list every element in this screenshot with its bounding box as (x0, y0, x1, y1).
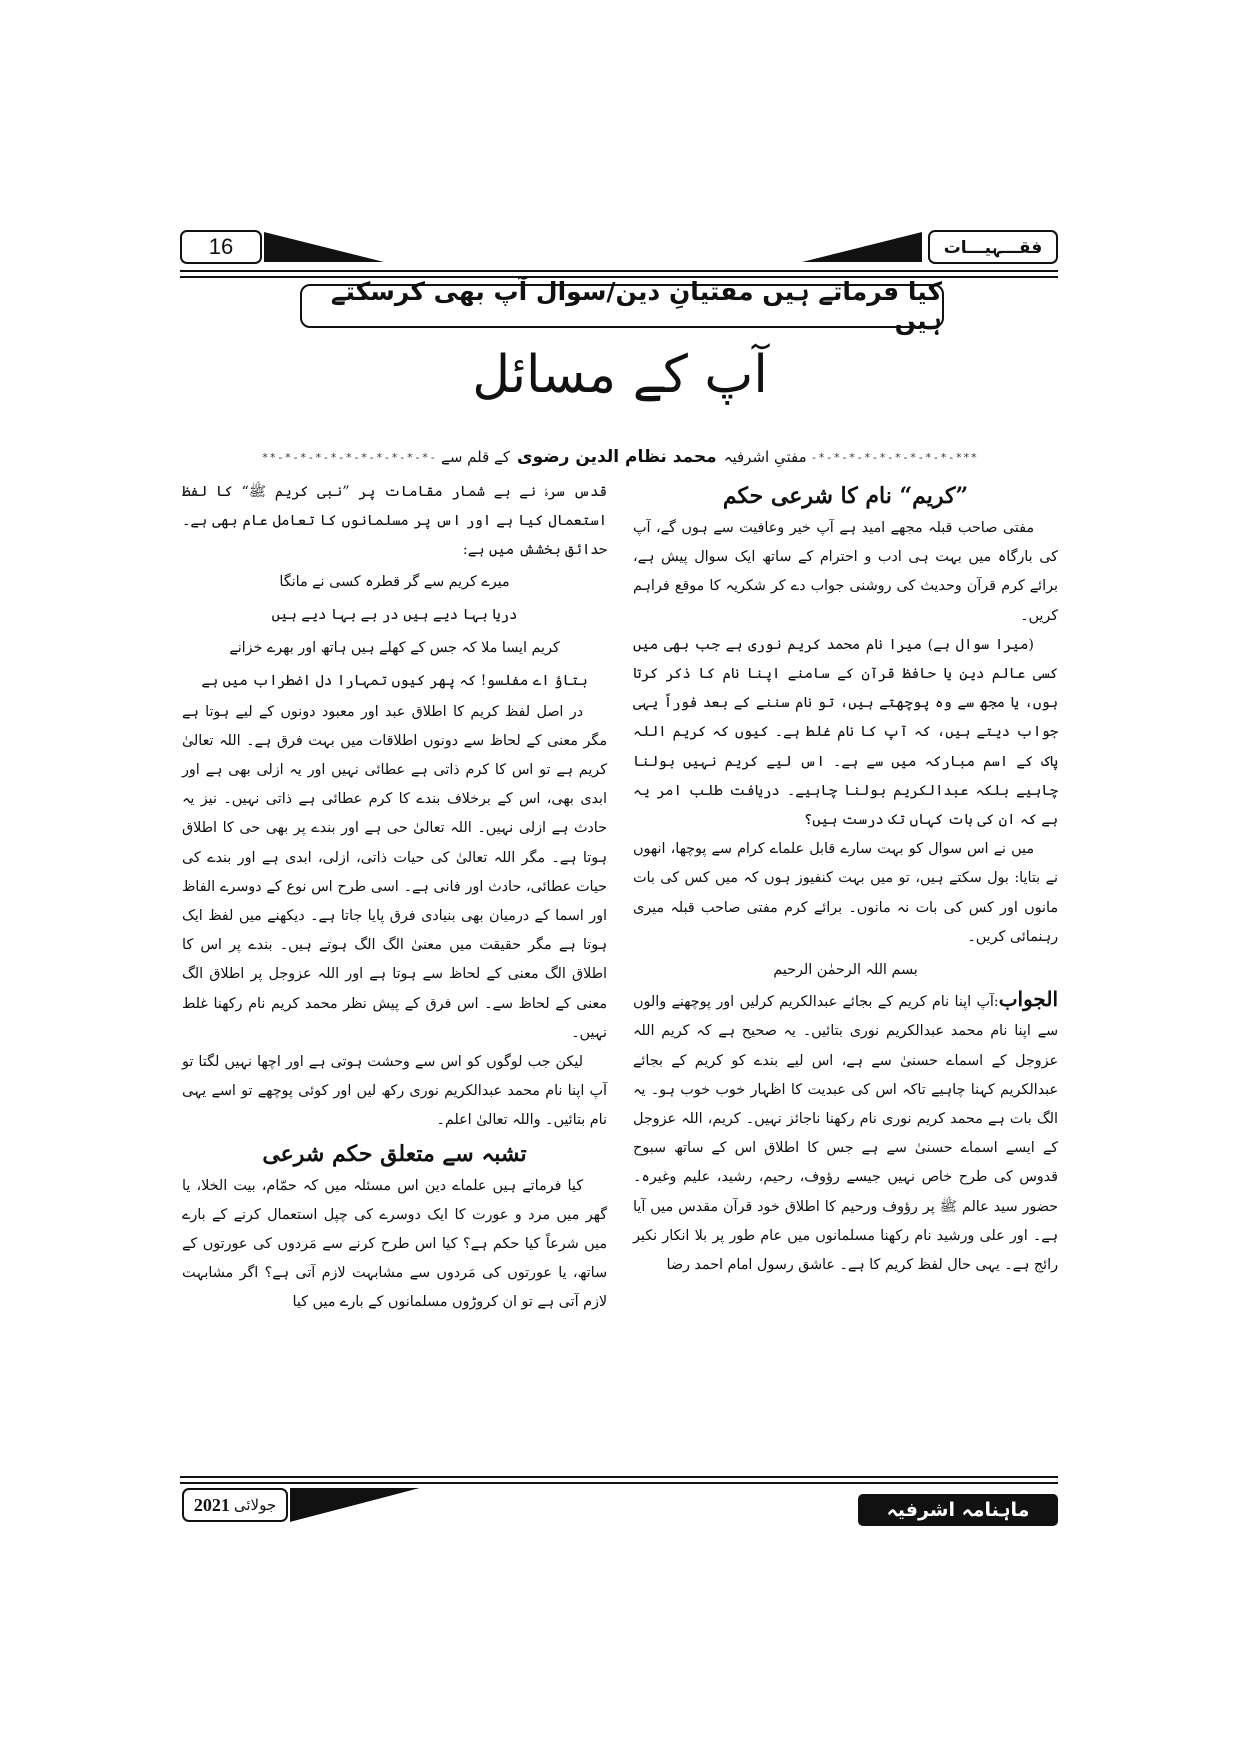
poem-line: بتاؤ اے مفلسو! کہ پھر کیوں تمہارا دل اضطراب میں ہے (201, 672, 588, 689)
page-number: 16 (180, 230, 262, 264)
magazine-name: ماہنامہ اشرفیہ (858, 1494, 1058, 1526)
bismillah: بسم اللہ الرحمٰن الرحیم (773, 962, 918, 979)
section-title: فقـــہیـــات (928, 230, 1058, 264)
question-paragraph: (میرا سوال ہے) میرا نام محمد کریم نوری ہے جب بھی میں کسی عالم دین یا حافظ قرآن کے سامنے اپنا نام کا ذکر کرتا ہوں، یا مجھ سے وہ پوچھتے ہیں، تو نام سننے کے بعد فوراً یہی جواب دیتے ہیں، کہ آپ کا نام غلط ہے۔ کیوں کہ کریم اللہ پاک کے اسم مبارکہ میں سے ہے۔ اس لیے کریم نہیں بولنا چاہیے بلکہ عبدالکریم بولنا چاہیے۔ دریافت طلب امر یہ ہے کہ ان کی بات کہاں تک درست ہیں؟ (633, 636, 1058, 829)
header-rule-top (180, 270, 1058, 272)
page-header (180, 228, 1058, 266)
byline (190, 444, 1050, 470)
footer-rule-top (180, 1476, 1058, 1478)
byline-prefix: مفتیِ اشرفیہ (723, 448, 807, 466)
issue-year: 2021 (193, 1494, 230, 1515)
byline-decoration-right: ***-*-*-*-*-*-*-*-*-*- (810, 450, 979, 464)
poem-line: کریم ایسا ملا کہ جس کے کھلے ہیں ہاتھ اور بھرے خزانے (229, 639, 560, 656)
right-column (633, 478, 1058, 1280)
author-name: محمد نظام الدین رضوی (516, 447, 717, 467)
poem-line: دریا بہا دیے ہیں در بے بہا دیے ہیں (271, 606, 518, 623)
answer-text: :آپ اپنا نام کریم کے بجائے عبدالکریم کرلیں اور پوچھنے والوں سے اپنا نام محمد عبدالکریم نوری بتائیں۔ یہ صحیح ہے کہ کریم اللہ عزوجل کے اسماے حسنیٰ سے ہے، اس لیے بندے کو کریم کے بجائے عبدالکریم کہنا چاہیے تاکہ اس کی عبدیت کا اظہار خوب خوب ہو۔ یہ الگ بات ہے محمد کریم نوری نام رکھنا ناجائز نہیں۔ کریم، اللہ عزوجل کے ایسے اسماے حسنیٰ سے ہے جس کا اطلاق اس کے ساتھ سبوح قدوس کی طرح خاص نہیں جیسے رؤوف، رحیم، رشید، علیم وغیرہ۔ حضور سید عالم ﷺ پر رؤوف ورحیم کا اطلاق خود قرآن مقدس میں آیا ہے۔ اور علی ورشید نام رکھنا مسلمانوں میں عام طور پر بلا انکار نکیر رائج ہے۔ یہی حال لفظ کریم کا ہے۔ عاشق رسول امام احمد رضا (633, 994, 1058, 1274)
byline-decoration-left: -*-*-*-*-*-*-*-*-*-*-** (261, 450, 438, 464)
left-column (182, 478, 607, 1318)
question-heading: ”کریم“ نام کا شرعی حکم (722, 483, 969, 509)
header-wedge-right (802, 232, 922, 262)
answer-paragraph: در اصل لفظ کریم کا اطلاق عبد اور معبود دونوں کے لیے ہوتا ہے مگر معنی کے لحاظ سے دونوں اطلاقات میں بہت فرق ہے۔ اللہ تعالیٰ کریم ہے تو اس کا کرم ذاتی ہے عطائی نہیں اور یہ ازلی بھی ہے اور ابدی بھی، اس کے برخلاف بندے کا کرم عطائی ہے ذاتی نہیں۔ نیز یہ حادث ہے ازلی نہیں۔ اللہ تعالیٰ حی ہے اور بندے پر بھی حی کا اطلاق ہوتا ہے۔ مگر اللہ تعالیٰ کی حیات ذاتی، ازلی، ابدی ہے اور بندے کی حیات عطائی، حادث اور فانی ہے۔ اسی طرح اس نوع کے دوسرے الفاظ اور اسما کے درمیان بھی بنیادی فرق پایا جاتا ہے۔ دیکھنے میں لفظ ایک ہوتا ہے مگر حقیقت میں معنیٰ الگ الگ ہوتے ہیں۔ بندے پر اس کا اطلاق الگ معنی کے لحاظ سے ہوتا ہے اور اللہ عزوجل پر اطلاق الگ معنی کے لحاظ سے۔ اس فرق کے پیش نظر محمد کریم نام رکھنا غلط نہیں۔ (182, 703, 607, 1041)
byline-suffix: کے قلم سے (441, 448, 510, 466)
page-title: آپ کے مسائل (472, 345, 768, 405)
question-paragraph: مفتی صاحب قبلہ مجھے امید ہے آپ خیر وعافیت سے ہوں گے، آپ کی بارگاہ میں بہت ہی ادب و احترام کے ساتھ ایک سوال پیش ہے، برائے کرم قرآن وحدیث کی روشنی جواب دے کر شکریہ کا موقع فراہم کریں۔ (633, 520, 1058, 624)
banner-heading: کیا فرماتے ہیں مفتیانِ دین/سوال آپ بھی کرسکتے ہیں (300, 284, 944, 328)
issue-date (182, 1488, 288, 1522)
footer-wedge (290, 1488, 420, 1522)
answer-label: الجواب (998, 987, 1058, 1012)
answer-paragraph: لیکن جب لوگوں کو اس سے وحشت ہوتی ہے اور اچھا نہیں لگتا تو آپ اپنا نام محمد عبدالکریم نوری رکھ لیں اور کوئی پوچھے تو اسے یہی نام بتائیں۔ واللہ تعالیٰ اعلم۔ (182, 1054, 607, 1129)
question-heading-2: تشبہ سے متعلق حکم شرعی (262, 1140, 527, 1167)
poem-line: میرے کریم سے گر قطرہ کسی نے مانگا (279, 573, 510, 590)
issue-month: جولائی (233, 1497, 277, 1514)
answer-paragraph (633, 985, 1058, 1280)
header-wedge-left (264, 232, 384, 262)
question-paragraph: میں نے اس سوال کو بہت سارے قابل علماے کرام سے پوچھا، انھوں نے بتایا: بول سکتے ہیں، تو میں بہت کنفیوز ہوں کہ میں کس کی بات مانوں اور کس کی بات نہ مانوں۔ برائے کرم مفتی صاحب قبلہ میری رہنمائی کریں۔ (633, 841, 1058, 945)
footer-rule-bottom (180, 1482, 1058, 1484)
answer-continuation: قدس سرہٗ نے بے شمار مقامات پر ”نبی کریم ﷺ“ کا لفظ استعمال کیا ہے اور اس پر مسلمانوں کا تعامل عام بھی ہے۔ حدائق بخشش میں ہے: (182, 484, 607, 559)
question-paragraph-2: کیا فرماتے ہیں علماے دین اس مسئلہ میں کہ حمّام، بیت الخلا، یا گھر میں مرد و عورت کا ایک دوسرے کی چپل استعمال کرنے کے بارے میں شرعاً کیا حکم ہے؟ کیا اس طرح کرنے سے مَردوں کی عورتوں کے ساتھ، یا عورتوں کی مَردوں سے مشابہت لازم آتی ہے؟ اگر مشابہت لازم آتی ہے تو ان کروڑوں مسلمانوں کے بارے میں کیا (182, 1177, 607, 1311)
